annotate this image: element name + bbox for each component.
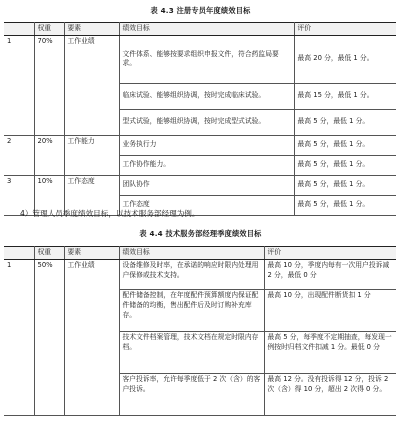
table-header-row: [4, 23, 396, 36]
goal-cell: 技术文件档案管理，技术文档在规定时限内存档。: [119, 331, 264, 373]
goal-cell: 工作态度: [119, 195, 294, 215]
row-number: 1: [4, 35, 34, 135]
goal-cell: 设备维修及时率，在承诺的响应时限内处理用户保修或技术支持。: [119, 259, 264, 289]
annual-goals-table: [4, 22, 396, 216]
header-index: [4, 23, 34, 36]
header-goal: 绩效目标: [119, 23, 294, 36]
table-header-row: [4, 247, 396, 260]
weight-cell: 70%: [34, 35, 64, 135]
eval-cell: 最高 5 分，最低 1 分。: [294, 195, 396, 215]
section-paragraph: 4）管理人员季度绩效目标，以技术服务部经理为例。: [20, 209, 200, 218]
goal-cell: 文件体系、能够按要求组织申报文件，符合药监局要求。: [119, 35, 294, 83]
weight-cell: 20%: [34, 135, 64, 175]
header-index: [4, 247, 34, 260]
table-row: [4, 175, 396, 195]
header-eval: 评价: [294, 23, 396, 36]
eval-cell: 最高 5 分，最低 1 分。: [294, 135, 396, 155]
eval-cell: 最高 5 分，最低 1 分。: [294, 175, 396, 195]
factor-cell: 工作业绩: [64, 259, 119, 415]
header-factor: 要素: [64, 247, 119, 260]
header-eval: 评价: [264, 247, 396, 260]
row-number: 1: [4, 259, 34, 415]
factor-cell: 工作态度: [64, 175, 119, 215]
eval-cell: 最高 15 分，最低 1 分。: [294, 83, 396, 109]
table-row: [4, 35, 396, 83]
row-number: 2: [4, 135, 34, 175]
header-goal: 绩效目标: [119, 247, 264, 260]
eval-cell: 最高 12 分。没有投诉得 12 分，投诉 2 次（含）得 10 分，超出 2 次得 0 分。: [264, 373, 396, 415]
goal-cell: 配件储备控制，在年度配件预算额度内保证配件储备的均衡，售出配件后及时订购补充库存。: [119, 289, 264, 331]
row-number: 3: [4, 175, 34, 215]
weight-cell: 10%: [34, 175, 64, 215]
goal-cell: 工作协作能力。: [119, 155, 294, 175]
eval-cell: 最高 5 分，每季度不定期抽查，每发现一例按时归档文件扣减 1 分。最低 0 分: [264, 331, 396, 373]
table-row: [4, 259, 396, 289]
table2-caption: 表 4.4 技术服务部经理季度绩效目标: [139, 229, 262, 238]
goal-cell: 团队协作: [119, 175, 294, 195]
eval-cell: 最高 10 分，出现配件断货扣 1 分: [264, 289, 396, 331]
table1-caption: 表 4.3 注册专员年度绩效目标: [150, 6, 251, 15]
weight-cell: 50%: [34, 259, 64, 415]
factor-cell: 工作能力: [64, 135, 119, 175]
table-row: [4, 135, 396, 155]
goal-cell: 临床试验、能够组织协调，按时完成临床试验。: [119, 83, 294, 109]
header-factor: 要素: [64, 23, 119, 36]
header-weight: 权重: [34, 247, 64, 260]
quarterly-goals-table: [4, 246, 396, 416]
goal-cell: 业务执行力: [119, 135, 294, 155]
eval-cell: 最高 20 分，最低 1 分。: [294, 35, 396, 83]
eval-cell: 最高 5 分，最低 1 分。: [294, 109, 396, 135]
factor-cell: 工作业绩: [64, 35, 119, 135]
eval-cell: 最高 5 分，最低 1 分。: [294, 155, 396, 175]
eval-cell: 最高 10 分，季度内每有一次用户投诉减 2 分，最低 0 分: [264, 259, 396, 289]
header-weight: 权重: [34, 23, 64, 36]
goal-cell: 客户投诉率，允许每季度低于 2 次（含）的客户投诉。: [119, 373, 264, 415]
goal-cell: 型式试验，能够组织协调，按时完成型式试验。: [119, 109, 294, 135]
